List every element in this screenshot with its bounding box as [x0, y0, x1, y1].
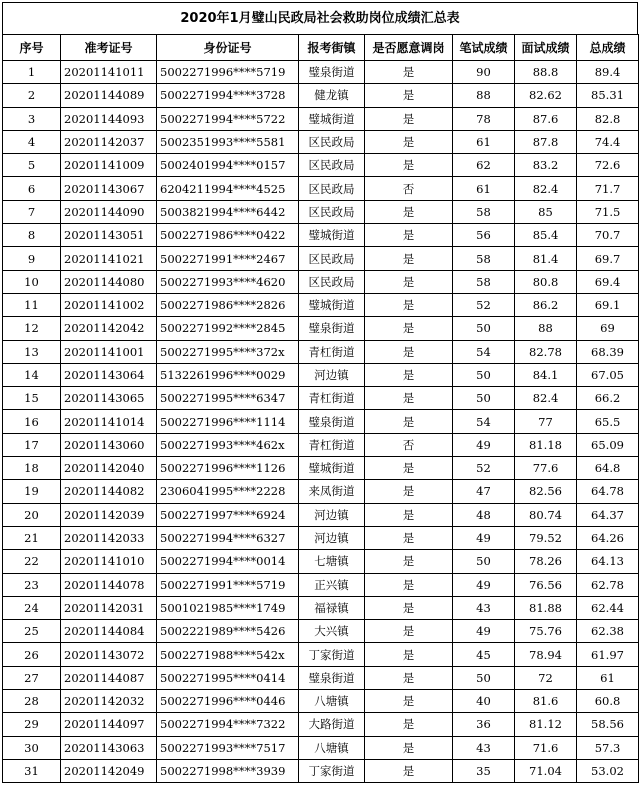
written-score-cell: 50 — [453, 550, 515, 573]
id-number-cell: 5002271991****2467 — [157, 247, 299, 270]
id-number-cell: 5002271991****5719 — [157, 573, 299, 596]
table-row — [3, 433, 639, 456]
written-score-cell: 45 — [453, 643, 515, 666]
interview-score-cell: 71.04 — [515, 759, 577, 782]
transfer-cell: 是 — [365, 503, 453, 526]
transfer-cell: 是 — [365, 154, 453, 177]
town-cell: 河边镇 — [299, 526, 365, 549]
total-score-cell: 64.37 — [577, 503, 639, 526]
id-number-cell: 5001021985****1749 — [157, 596, 299, 619]
transfer-cell: 是 — [365, 573, 453, 596]
id-number-cell: 5002271986****2826 — [157, 293, 299, 316]
id-number-cell: 5002271986****0422 — [157, 224, 299, 247]
seq-cell: 9 — [3, 247, 61, 270]
total-score-cell: 64.8 — [577, 457, 639, 480]
interview-score-cell: 82.56 — [515, 480, 577, 503]
written-score-cell: 50 — [453, 666, 515, 689]
id-number-cell: 6204211994****4525 — [157, 177, 299, 200]
total-score-cell: 62.44 — [577, 596, 639, 619]
exam-id-cell: 20201142033 — [61, 526, 157, 549]
transfer-cell: 是 — [365, 363, 453, 386]
written-score-cell: 58 — [453, 270, 515, 293]
written-score-cell: 48 — [453, 503, 515, 526]
id-number-cell: 2306041995****2228 — [157, 480, 299, 503]
id-number-cell: 5003821994****6442 — [157, 200, 299, 223]
total-score-cell: 66.2 — [577, 387, 639, 410]
transfer-cell: 是 — [365, 550, 453, 573]
total-score-cell: 71.7 — [577, 177, 639, 200]
header-id-number: 身份证号 — [157, 35, 299, 61]
transfer-cell: 是 — [365, 410, 453, 433]
interview-score-cell: 82.62 — [515, 84, 577, 107]
table-row — [3, 480, 639, 503]
exam-id-cell: 20201143064 — [61, 363, 157, 386]
seq-cell: 22 — [3, 550, 61, 573]
written-score-cell: 43 — [453, 596, 515, 619]
seq-cell: 26 — [3, 643, 61, 666]
written-score-cell: 61 — [453, 177, 515, 200]
table-row — [3, 293, 639, 316]
written-score-cell: 49 — [453, 526, 515, 549]
interview-score-cell: 76.56 — [515, 573, 577, 596]
interview-score-cell: 85 — [515, 200, 577, 223]
table-row — [3, 550, 639, 573]
town-cell: 璧泉街道 — [299, 666, 365, 689]
written-score-cell: 50 — [453, 363, 515, 386]
table-row — [3, 61, 639, 84]
town-cell: 正兴镇 — [299, 573, 365, 596]
exam-id-cell: 20201141011 — [61, 61, 157, 84]
exam-id-cell: 20201143051 — [61, 224, 157, 247]
town-cell: 福禄镇 — [299, 596, 365, 619]
written-score-cell: 52 — [453, 293, 515, 316]
written-score-cell: 88 — [453, 84, 515, 107]
id-number-cell: 5002271994****7322 — [157, 713, 299, 736]
total-score-cell: 69.7 — [577, 247, 639, 270]
transfer-cell: 是 — [365, 340, 453, 363]
id-number-cell: 5002271995****6347 — [157, 387, 299, 410]
transfer-cell: 是 — [365, 293, 453, 316]
transfer-cell: 是 — [365, 387, 453, 410]
seq-cell: 11 — [3, 293, 61, 316]
town-cell: 丁家街道 — [299, 759, 365, 782]
transfer-cell: 是 — [365, 317, 453, 340]
total-score-cell: 65.09 — [577, 433, 639, 456]
interview-score-cell: 88 — [515, 317, 577, 340]
transfer-cell: 否 — [365, 177, 453, 200]
exam-id-cell: 20201143067 — [61, 177, 157, 200]
exam-id-cell: 20201142040 — [61, 457, 157, 480]
seq-cell: 14 — [3, 363, 61, 386]
town-cell: 七塘镇 — [299, 550, 365, 573]
town-cell: 区民政局 — [299, 177, 365, 200]
total-score-cell: 64.13 — [577, 550, 639, 573]
exam-id-cell: 20201144090 — [61, 200, 157, 223]
transfer-cell: 是 — [365, 480, 453, 503]
seq-cell: 23 — [3, 573, 61, 596]
total-score-cell: 64.26 — [577, 526, 639, 549]
total-score-cell: 89.4 — [577, 61, 639, 84]
seq-cell: 18 — [3, 457, 61, 480]
exam-id-cell: 20201144084 — [61, 620, 157, 643]
seq-cell: 3 — [3, 107, 61, 130]
total-score-cell: 85.31 — [577, 84, 639, 107]
total-score-cell: 53.02 — [577, 759, 639, 782]
header-interview-score: 面试成绩 — [515, 35, 577, 61]
table-row — [3, 410, 639, 433]
exam-id-cell: 20201143065 — [61, 387, 157, 410]
seq-cell: 28 — [3, 690, 61, 713]
table-body — [3, 61, 639, 783]
town-cell: 璧城街道 — [299, 293, 365, 316]
transfer-cell: 是 — [365, 200, 453, 223]
seq-cell: 16 — [3, 410, 61, 433]
interview-score-cell: 72 — [515, 666, 577, 689]
id-number-cell: 5002271992****2845 — [157, 317, 299, 340]
table-row — [3, 457, 639, 480]
seq-cell: 8 — [3, 224, 61, 247]
transfer-cell: 是 — [365, 643, 453, 666]
written-score-cell: 49 — [453, 433, 515, 456]
exam-id-cell: 20201142032 — [61, 690, 157, 713]
total-score-cell: 62.38 — [577, 620, 639, 643]
town-cell: 璧泉街道 — [299, 410, 365, 433]
total-score-cell: 65.5 — [577, 410, 639, 433]
id-number-cell: 5002351993****5581 — [157, 130, 299, 153]
table-row — [3, 107, 639, 130]
table-row — [3, 387, 639, 410]
id-number-cell: 5132261996****0029 — [157, 363, 299, 386]
town-cell: 大兴镇 — [299, 620, 365, 643]
score-table — [2, 34, 639, 783]
town-cell: 大路街道 — [299, 713, 365, 736]
total-score-cell: 67.05 — [577, 363, 639, 386]
transfer-cell: 是 — [365, 736, 453, 759]
exam-id-cell: 20201142037 — [61, 130, 157, 153]
seq-cell: 10 — [3, 270, 61, 293]
total-score-cell: 58.56 — [577, 713, 639, 736]
written-score-cell: 54 — [453, 340, 515, 363]
exam-id-cell: 20201144097 — [61, 713, 157, 736]
exam-id-cell: 20201141009 — [61, 154, 157, 177]
written-score-cell: 62 — [453, 154, 515, 177]
id-number-cell: 5002271996****5719 — [157, 61, 299, 84]
total-score-cell: 69.4 — [577, 270, 639, 293]
interview-score-cell: 80.74 — [515, 503, 577, 526]
id-number-cell: 5002271993****7517 — [157, 736, 299, 759]
written-score-cell: 47 — [453, 480, 515, 503]
id-number-cell: 5002271995****0414 — [157, 666, 299, 689]
written-score-cell: 56 — [453, 224, 515, 247]
seq-cell: 30 — [3, 736, 61, 759]
exam-id-cell: 20201144080 — [61, 270, 157, 293]
table-row — [3, 270, 639, 293]
id-number-cell: 5002271993****4620 — [157, 270, 299, 293]
table-row — [3, 713, 639, 736]
town-cell: 区民政局 — [299, 154, 365, 177]
seq-cell: 21 — [3, 526, 61, 549]
total-score-cell: 64.78 — [577, 480, 639, 503]
transfer-cell: 否 — [365, 433, 453, 456]
total-score-cell: 74.4 — [577, 130, 639, 153]
interview-score-cell: 75.76 — [515, 620, 577, 643]
seq-cell: 6 — [3, 177, 61, 200]
exam-id-cell: 20201142042 — [61, 317, 157, 340]
written-score-cell: 36 — [453, 713, 515, 736]
total-score-cell: 60.8 — [577, 690, 639, 713]
transfer-cell: 是 — [365, 690, 453, 713]
table-row — [3, 177, 639, 200]
transfer-cell: 是 — [365, 107, 453, 130]
table-row — [3, 130, 639, 153]
town-cell: 健龙镇 — [299, 84, 365, 107]
written-score-cell: 61 — [453, 130, 515, 153]
table-row — [3, 643, 639, 666]
town-cell: 青杠街道 — [299, 387, 365, 410]
interview-score-cell: 81.12 — [515, 713, 577, 736]
total-score-cell: 69.1 — [577, 293, 639, 316]
written-score-cell: 43 — [453, 736, 515, 759]
town-cell: 青杠街道 — [299, 433, 365, 456]
town-cell: 来凤街道 — [299, 480, 365, 503]
written-score-cell: 52 — [453, 457, 515, 480]
transfer-cell: 是 — [365, 596, 453, 619]
interview-score-cell: 81.6 — [515, 690, 577, 713]
id-number-cell: 5002271988****542x — [157, 643, 299, 666]
exam-id-cell: 20201144087 — [61, 666, 157, 689]
total-score-cell: 71.5 — [577, 200, 639, 223]
total-score-cell: 61.97 — [577, 643, 639, 666]
town-cell: 区民政局 — [299, 270, 365, 293]
interview-score-cell: 81.18 — [515, 433, 577, 456]
total-score-cell: 82.8 — [577, 107, 639, 130]
id-number-cell: 5002271996****0446 — [157, 690, 299, 713]
seq-cell: 13 — [3, 340, 61, 363]
interview-score-cell: 88.8 — [515, 61, 577, 84]
transfer-cell: 是 — [365, 759, 453, 782]
interview-score-cell: 81.4 — [515, 247, 577, 270]
interview-score-cell: 80.8 — [515, 270, 577, 293]
transfer-cell: 是 — [365, 84, 453, 107]
town-cell: 璧城街道 — [299, 107, 365, 130]
transfer-cell: 是 — [365, 247, 453, 270]
table-row — [3, 759, 639, 782]
table-row — [3, 736, 639, 759]
table-row — [3, 666, 639, 689]
exam-id-cell: 20201143063 — [61, 736, 157, 759]
town-cell: 璧城街道 — [299, 457, 365, 480]
table-row — [3, 503, 639, 526]
table-row — [3, 317, 639, 340]
total-score-cell: 61 — [577, 666, 639, 689]
total-score-cell: 70.7 — [577, 224, 639, 247]
total-score-cell: 72.6 — [577, 154, 639, 177]
exam-id-cell: 20201141014 — [61, 410, 157, 433]
seq-cell: 27 — [3, 666, 61, 689]
written-score-cell: 50 — [453, 317, 515, 340]
exam-id-cell: 20201141021 — [61, 247, 157, 270]
seq-cell: 2 — [3, 84, 61, 107]
seq-cell: 5 — [3, 154, 61, 177]
transfer-cell: 是 — [365, 224, 453, 247]
exam-id-cell: 20201143072 — [61, 643, 157, 666]
header-written-score: 笔试成绩 — [453, 35, 515, 61]
id-number-cell: 5002271993****462x — [157, 433, 299, 456]
id-number-cell: 5002271998****3939 — [157, 759, 299, 782]
seq-cell: 20 — [3, 503, 61, 526]
table-row — [3, 596, 639, 619]
exam-id-cell: 20201141010 — [61, 550, 157, 573]
exam-id-cell: 20201144078 — [61, 573, 157, 596]
header-transfer: 是否愿意调岗 — [365, 35, 453, 61]
interview-score-cell: 86.2 — [515, 293, 577, 316]
written-score-cell: 90 — [453, 61, 515, 84]
id-number-cell: 5002271994****0014 — [157, 550, 299, 573]
written-score-cell: 54 — [453, 410, 515, 433]
interview-score-cell: 82.78 — [515, 340, 577, 363]
id-number-cell: 5002271994****5722 — [157, 107, 299, 130]
table-row — [3, 154, 639, 177]
total-score-cell: 57.3 — [577, 736, 639, 759]
id-number-cell: 5002271995****372x — [157, 340, 299, 363]
town-cell: 区民政局 — [299, 130, 365, 153]
seq-cell: 25 — [3, 620, 61, 643]
exam-id-cell: 20201142049 — [61, 759, 157, 782]
exam-id-cell: 20201144082 — [61, 480, 157, 503]
header-town: 报考街镇 — [299, 35, 365, 61]
transfer-cell: 是 — [365, 526, 453, 549]
town-cell: 青杠街道 — [299, 340, 365, 363]
written-score-cell: 40 — [453, 690, 515, 713]
total-score-cell: 68.39 — [577, 340, 639, 363]
id-number-cell: 5002271996****1114 — [157, 410, 299, 433]
transfer-cell: 是 — [365, 620, 453, 643]
exam-id-cell: 20201144093 — [61, 107, 157, 130]
interview-score-cell: 81.88 — [515, 596, 577, 619]
town-cell: 璧泉街道 — [299, 61, 365, 84]
written-score-cell: 49 — [453, 620, 515, 643]
document-title: 2020年1月璧山民政局社会救助岗位成绩汇总表 — [2, 2, 638, 34]
seq-cell: 15 — [3, 387, 61, 410]
written-score-cell: 49 — [453, 573, 515, 596]
score-summary-document — [2, 2, 638, 783]
seq-cell: 12 — [3, 317, 61, 340]
transfer-cell: 是 — [365, 666, 453, 689]
written-score-cell: 78 — [453, 107, 515, 130]
interview-score-cell: 77 — [515, 410, 577, 433]
table-row — [3, 363, 639, 386]
transfer-cell: 是 — [365, 61, 453, 84]
town-cell: 河边镇 — [299, 503, 365, 526]
seq-cell: 29 — [3, 713, 61, 736]
seq-cell: 19 — [3, 480, 61, 503]
table-row — [3, 247, 639, 270]
town-cell: 区民政局 — [299, 200, 365, 223]
interview-score-cell: 83.2 — [515, 154, 577, 177]
interview-score-cell: 82.4 — [515, 177, 577, 200]
interview-score-cell: 84.1 — [515, 363, 577, 386]
seq-cell: 1 — [3, 61, 61, 84]
table-row — [3, 84, 639, 107]
transfer-cell: 是 — [365, 130, 453, 153]
table-row — [3, 526, 639, 549]
table-row — [3, 690, 639, 713]
header-seq: 序号 — [3, 35, 61, 61]
written-score-cell: 50 — [453, 387, 515, 410]
total-score-cell: 69 — [577, 317, 639, 340]
written-score-cell: 58 — [453, 247, 515, 270]
interview-score-cell: 79.52 — [515, 526, 577, 549]
seq-cell: 17 — [3, 433, 61, 456]
seq-cell: 24 — [3, 596, 61, 619]
header-exam-id: 准考证号 — [61, 35, 157, 61]
transfer-cell: 是 — [365, 270, 453, 293]
seq-cell: 4 — [3, 130, 61, 153]
town-cell: 河边镇 — [299, 363, 365, 386]
town-cell: 八塘镇 — [299, 690, 365, 713]
town-cell: 璧泉街道 — [299, 317, 365, 340]
id-number-cell: 5002221989****5426 — [157, 620, 299, 643]
table-row — [3, 224, 639, 247]
seq-cell: 7 — [3, 200, 61, 223]
table-row — [3, 573, 639, 596]
id-number-cell: 5002401994****0157 — [157, 154, 299, 177]
seq-cell: 31 — [3, 759, 61, 782]
transfer-cell: 是 — [365, 457, 453, 480]
exam-id-cell: 20201141002 — [61, 293, 157, 316]
id-number-cell: 5002271997****6924 — [157, 503, 299, 526]
interview-score-cell: 71.6 — [515, 736, 577, 759]
exam-id-cell: 20201141001 — [61, 340, 157, 363]
id-number-cell: 5002271994****6327 — [157, 526, 299, 549]
exam-id-cell: 20201143060 — [61, 433, 157, 456]
interview-score-cell: 82.4 — [515, 387, 577, 410]
interview-score-cell: 77.6 — [515, 457, 577, 480]
interview-score-cell: 78.94 — [515, 643, 577, 666]
exam-id-cell: 20201142031 — [61, 596, 157, 619]
transfer-cell: 是 — [365, 713, 453, 736]
header-total-score: 总成绩 — [577, 35, 639, 61]
id-number-cell: 5002271994****3728 — [157, 84, 299, 107]
interview-score-cell: 85.4 — [515, 224, 577, 247]
town-cell: 八塘镇 — [299, 736, 365, 759]
id-number-cell: 5002271996****1126 — [157, 457, 299, 480]
table-row — [3, 340, 639, 363]
table-row — [3, 620, 639, 643]
table-row — [3, 200, 639, 223]
town-cell: 丁家街道 — [299, 643, 365, 666]
exam-id-cell: 20201142039 — [61, 503, 157, 526]
interview-score-cell: 87.6 — [515, 107, 577, 130]
interview-score-cell: 78.26 — [515, 550, 577, 573]
total-score-cell: 62.78 — [577, 573, 639, 596]
exam-id-cell: 20201144089 — [61, 84, 157, 107]
town-cell: 区民政局 — [299, 247, 365, 270]
written-score-cell: 58 — [453, 200, 515, 223]
header-row — [3, 35, 639, 61]
interview-score-cell: 87.8 — [515, 130, 577, 153]
town-cell: 璧城街道 — [299, 224, 365, 247]
written-score-cell: 35 — [453, 759, 515, 782]
